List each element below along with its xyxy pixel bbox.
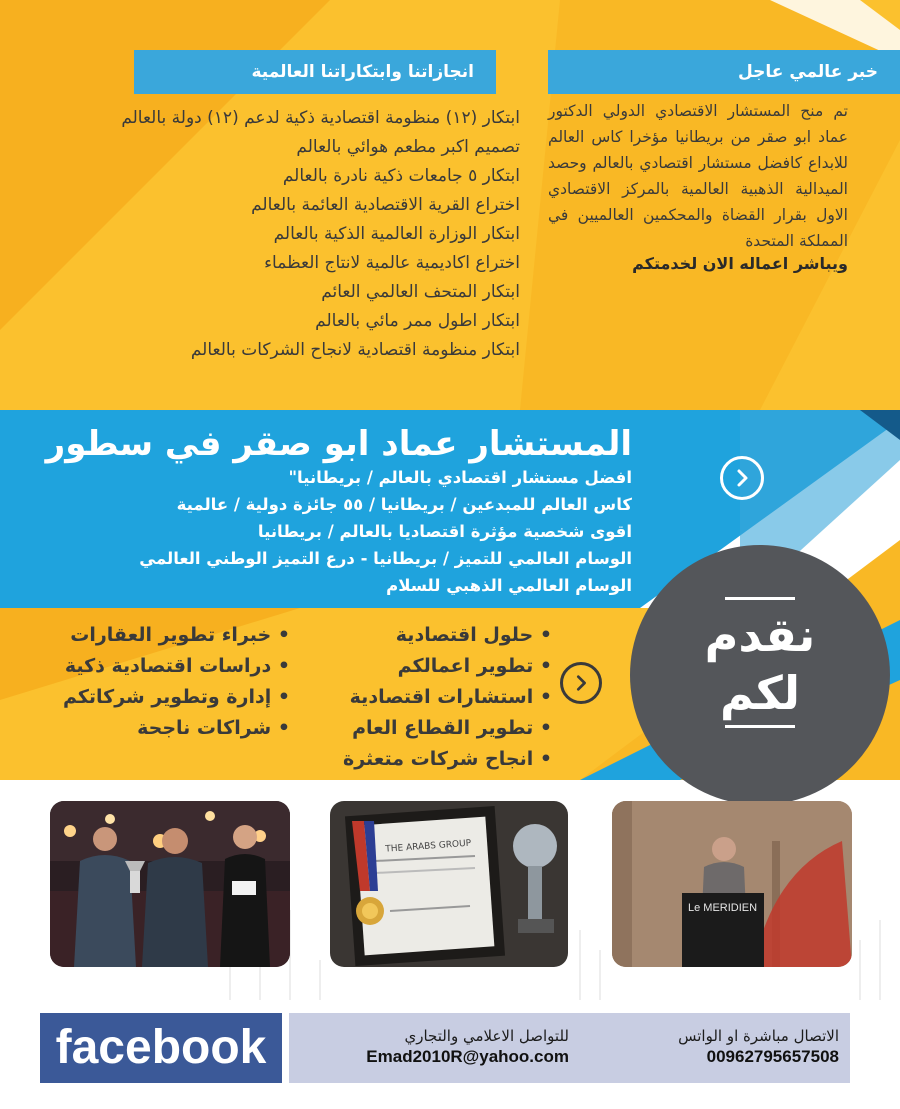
phone-number[interactable]: 00962795657508	[706, 1047, 839, 1066]
service-item: • استشارات اقتصادية	[349, 686, 552, 708]
achievement-item: ابتكار ٥ جامعات ذكية نادرة بالعالم	[282, 166, 520, 186]
circle-text-line2: لكم	[719, 666, 801, 720]
service-item: • تطوير اعمالكم	[397, 655, 552, 677]
chevron-right-icon	[732, 468, 752, 488]
breaking-news-last-line: ويباشر اعماله الان لخدمتكم	[632, 254, 848, 273]
contact-panel	[289, 1013, 850, 1083]
service-item: • دراسات اقتصادية ذكية	[64, 655, 290, 677]
service-item: • انجاح شركات متعثرة	[343, 748, 552, 770]
achievements-title: انجازاتنا وابتكاراتنا العالمية	[251, 62, 474, 82]
profile-line: افضل مستشار اقتصادي بالعالم / بريطانيا"	[288, 468, 632, 487]
achievements-header	[134, 50, 496, 94]
service-item: • تطوير القطاع العام	[352, 717, 552, 739]
profile-line: الوسام العالمي للتميز / بريطانيا - درع التميز الوطني العالمي	[139, 549, 632, 568]
achievement-item: اختراع القرية الاقتصادية العائمة بالعالم	[251, 195, 520, 215]
award-ceremony-image	[50, 801, 290, 967]
breaking-news-header	[548, 50, 900, 94]
facebook-logo[interactable]: facebook	[40, 1013, 282, 1083]
achievement-item: تصميم اكبر مطعم هوائي بالعالم	[296, 137, 520, 157]
photo-speaker-podium	[612, 801, 852, 967]
circle-divider-top	[725, 597, 795, 600]
breaking-news-title: خبر عالمي عاجل	[737, 62, 878, 82]
media-contact	[309, 1025, 569, 1067]
speaker-podium-image	[612, 801, 852, 967]
achievement-item: ابتكار المتحف العالمي العائم	[321, 282, 520, 302]
we-offer-circle	[630, 545, 890, 805]
certificate-heading: THE ARABS GROUP	[385, 838, 472, 855]
photo-award-ceremony	[50, 801, 290, 967]
photo-certificate-medal	[330, 801, 568, 967]
achievement-item: ابتكار منظومة اقتصادية لانجاح الشركات بالعالم	[190, 340, 520, 360]
services-list-left	[10, 620, 290, 744]
achievements-list	[50, 104, 520, 365]
phone-contact	[589, 1025, 839, 1067]
circle-text-line1: نقدم	[704, 608, 816, 662]
offer-arrow-button[interactable]	[560, 662, 602, 704]
profile-line: كاس العالم للمبدعين / بريطانيا / ٥٥ جائزة دولية / عالمية	[176, 495, 632, 514]
achievement-item: ابتكار الوزارة العالمية الذكية بالعالم	[273, 224, 520, 244]
service-item: • شراكات ناجحة	[137, 717, 290, 739]
achievement-item: ابتكار (١٢) منظومة اقتصادية ذكية لدعم (١٢) دولة بالعالم	[121, 108, 520, 128]
profile-arrow-button[interactable]	[720, 456, 764, 500]
breaking-news-body: تم منح المستشار الاقتصادي الدولي الدكتور عماد ابو صقر من بريطانيا مؤخرا كاس العالم للابداع كافضل مستشار اقتصادي بالعالم وحصد الميدالية الذهبية العالمية بالمركز الاقتصادي الاول بقرار القضاة والمحكمين العالميين في المملكة المتحدة	[548, 102, 848, 250]
service-item: • إدارة وتطوير شركاتكم	[62, 686, 290, 708]
chevron-right-icon	[572, 674, 590, 692]
profile-lines	[20, 464, 632, 599]
service-item: • خبراء تطوير العقارات	[70, 624, 290, 646]
certificate-medal-image	[330, 801, 568, 967]
achievement-item: اختراع اكاديمية عالمية لانتاج العظماء	[264, 253, 520, 273]
podium-sign: Le MERIDIEN	[688, 902, 758, 914]
media-contact-label: للتواصل الاعلامي والتجاري	[404, 1027, 569, 1045]
services-list-right	[300, 620, 552, 775]
achievement-item: ابتكار اطول ممر مائي بالعالم	[315, 311, 520, 331]
email-link[interactable]: Emad2010R@yahoo.com	[366, 1047, 569, 1066]
phone-contact-label: الاتصال مباشرة او الواتس	[678, 1027, 839, 1045]
service-item: • حلول اقتصادية	[395, 624, 552, 646]
breaking-news-panel	[548, 98, 848, 273]
circle-divider-bottom	[725, 725, 795, 728]
profile-section	[20, 424, 632, 599]
profile-line: الوسام العالمي الذهبي للسلام	[386, 576, 632, 595]
profile-title: المستشار عماد ابو صقر في سطور	[45, 424, 632, 464]
profile-line: اقوى شخصية مؤثرة اقتصاديا بالعالم / بريطانيا	[257, 522, 632, 541]
